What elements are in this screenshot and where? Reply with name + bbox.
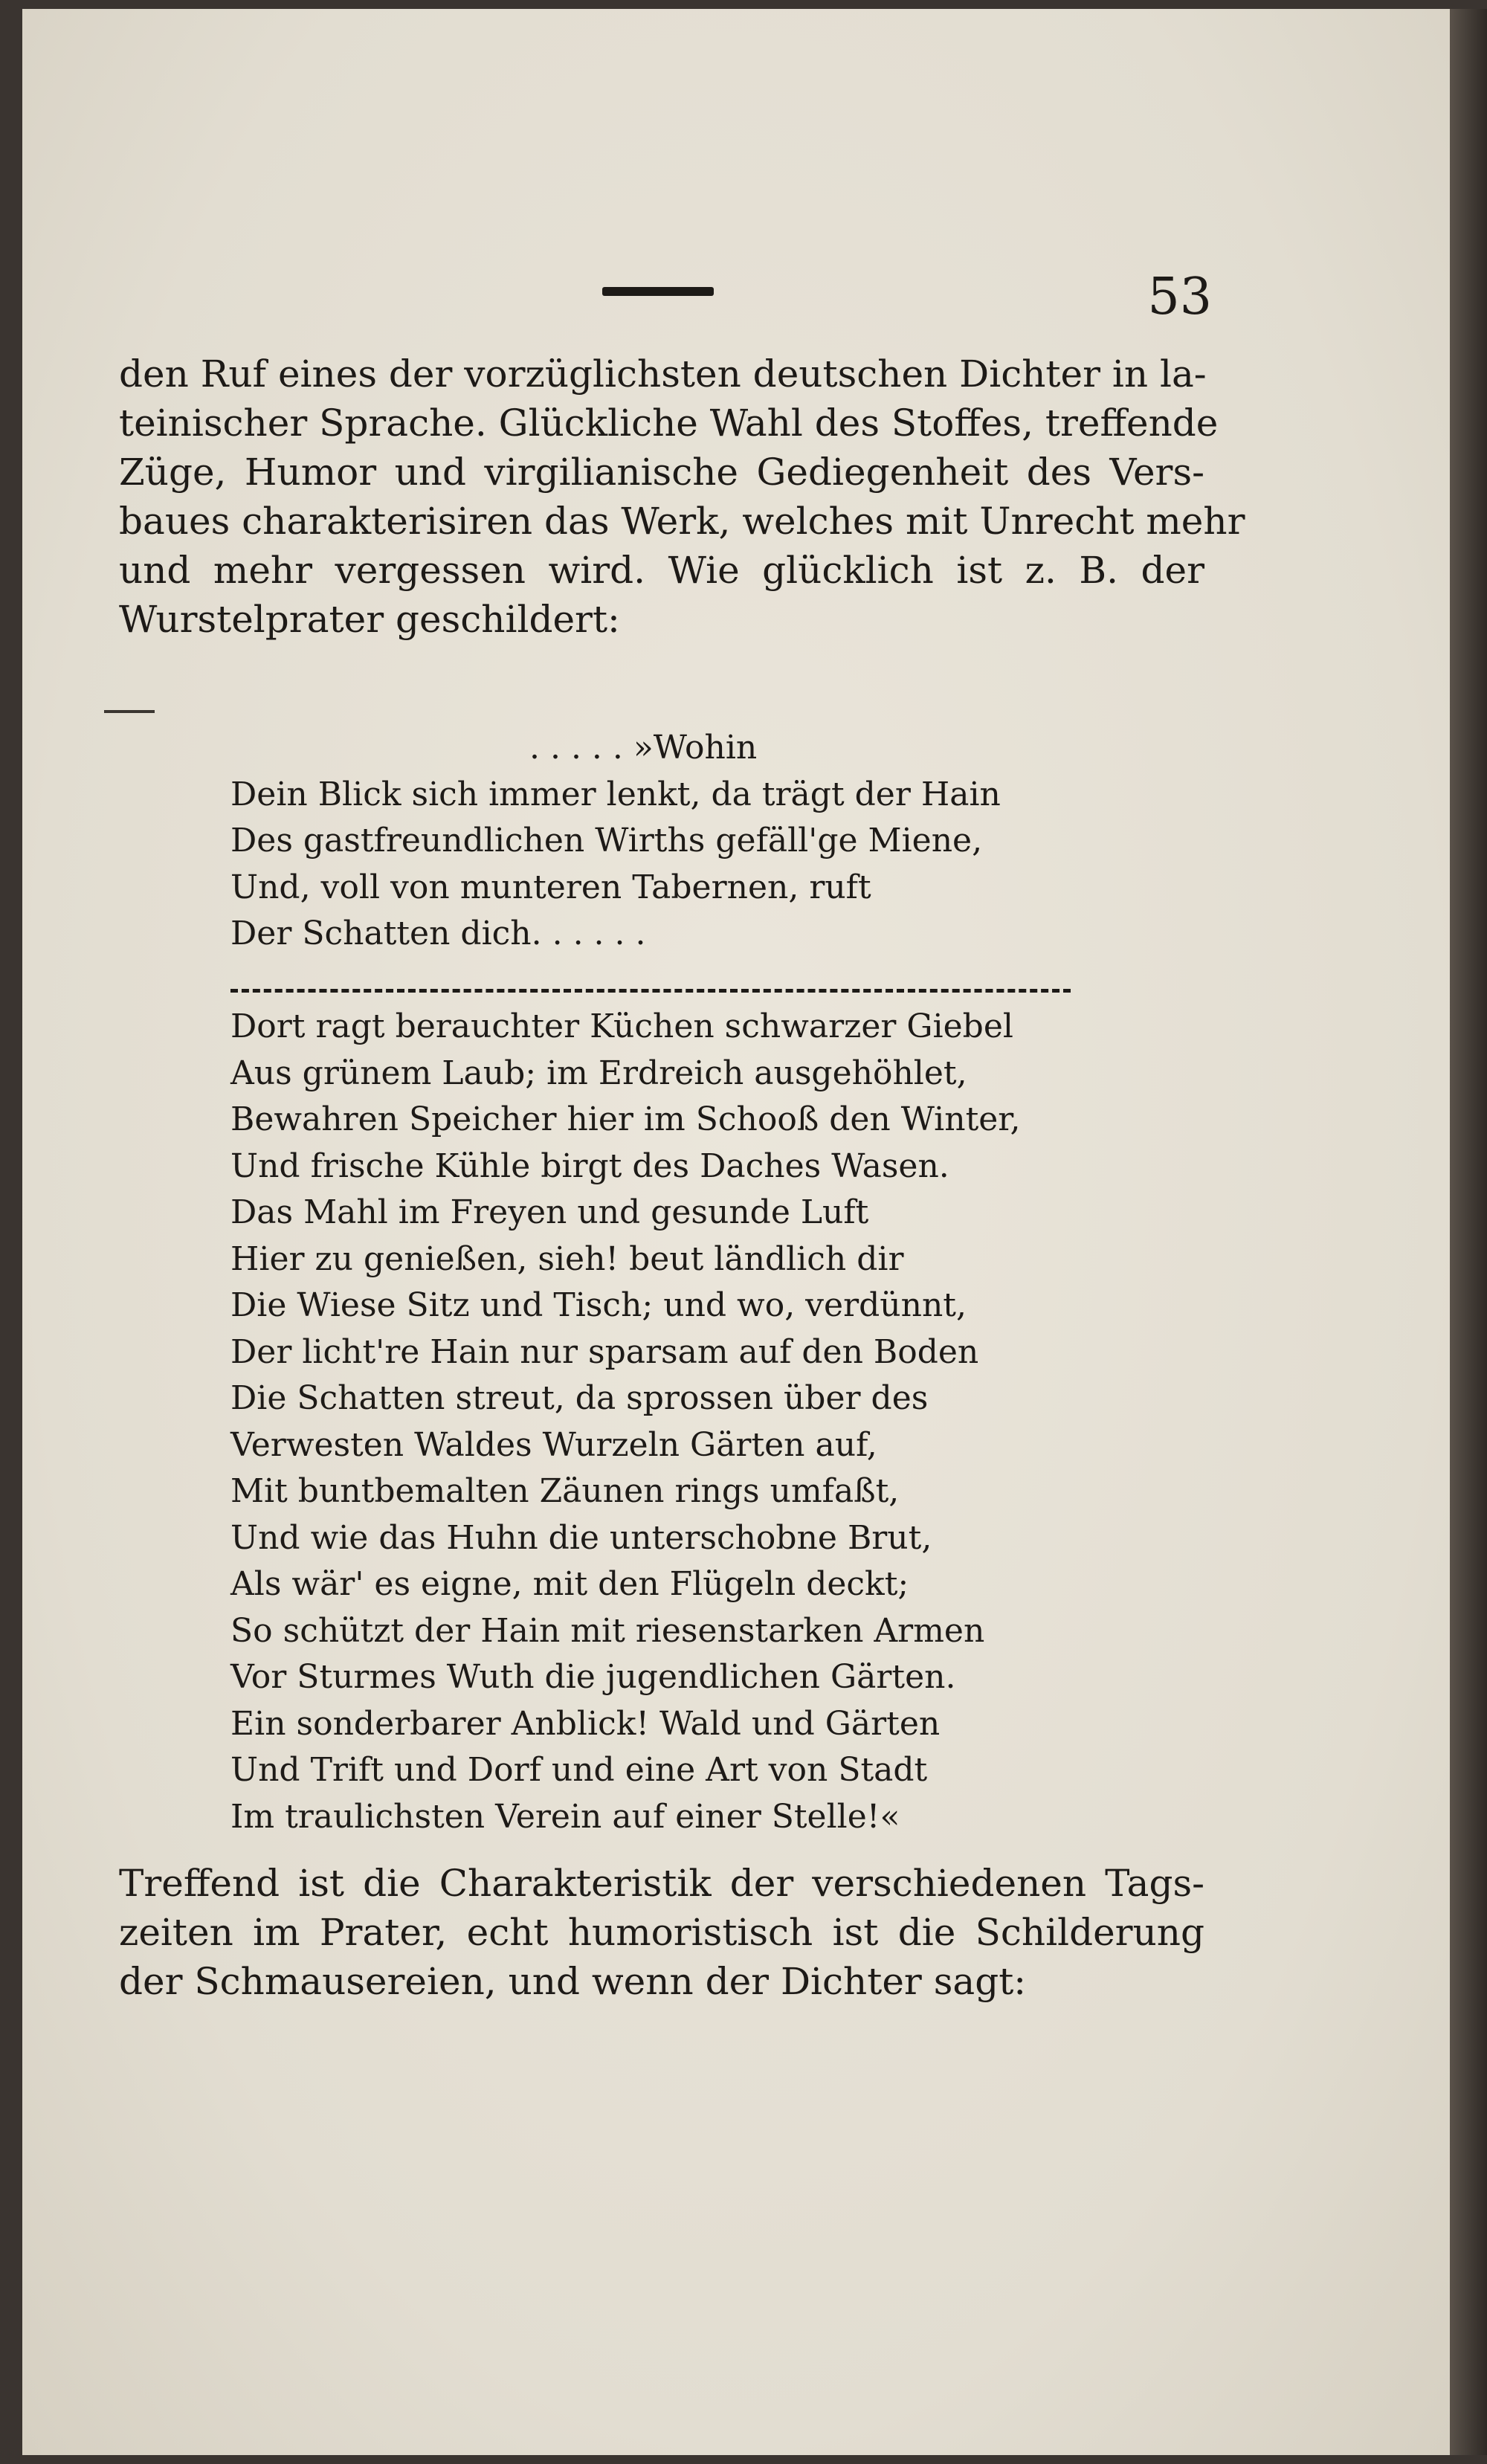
verse-line: Im traulichsten Verein auf einer Stelle!«	[230, 1797, 900, 1836]
text-line: der Schmausereien, und wenn der Dichter sagt:	[119, 1960, 1027, 2003]
verse-line: Das Mahl im Freyen und gesunde Luft	[230, 1193, 869, 1231]
verse-line: Dort ragt berauchter Küchen schwarzer Giebel	[230, 1007, 1013, 1045]
text-line: den Ruf eines der vorzüglichsten deutschen Dichter in la-	[119, 352, 1207, 396]
text-line: und mehr vergessen wird. Wie glücklich ist z. B. der	[119, 549, 1204, 592]
verse-quotation	[230, 725, 1093, 1840]
top-paragraph	[119, 349, 1245, 644]
text-line: zeiten im Prater, echt humoristisch ist die Schilderung	[119, 1911, 1204, 1954]
verse-line: Die Wiese Sitz und Tisch; und wo, verdünnt,	[230, 1286, 967, 1324]
margin-mark	[104, 710, 155, 713]
verse-line: Bewahren Speicher hier im Schooß den Winter,	[230, 1100, 1021, 1138]
verse-line: Mit buntbemalten Zäunen rings umfaßt,	[230, 1472, 900, 1510]
book-edge	[1450, 9, 1487, 2455]
verse-line: Und wie das Huhn die unterschobne Brut,	[230, 1518, 932, 1557]
text-line: Züge, Humor und virgilianische Gediegenheit des Vers-	[119, 451, 1204, 494]
verse-line: Und, voll von munteren Tabernen, ruft	[230, 868, 871, 906]
page-number: 53	[1147, 268, 1212, 326]
verse-line: Die Schatten streut, da sprossen über des	[230, 1379, 929, 1417]
ellipsis-dash-line	[230, 958, 1093, 1004]
text-line: teinischer Sprache. Glückliche Wahl des Stoffes, treffende	[119, 401, 1219, 445]
verse-line: Aus grünem Laub; im Erdreich ausgehöhlet,	[230, 1054, 967, 1092]
verse-line: Verwesten Waldes Wurzeln Gärten auf,	[230, 1425, 877, 1464]
text-line: Treffend ist die Charakteristik der verschiedenen Tags-	[119, 1862, 1204, 1905]
header-rule	[602, 287, 714, 296]
bottom-paragraph	[119, 1859, 1204, 2006]
verse-line: Vor Sturmes Wuth die jugendlichen Gärten.	[230, 1658, 956, 1696]
verse-line: Der Schatten dich. . . . . .	[230, 915, 646, 952]
verse-line: Als wär' es eigne, mit den Flügeln deckt;	[230, 1565, 909, 1603]
verse-line: So schützt der Hain mit riesenstarken Armen	[230, 1611, 985, 1650]
verse-line: Der licht're Hain nur sparsam auf den Boden	[230, 1332, 979, 1371]
verse-intro-line: . . . . . »Wohin	[529, 729, 758, 767]
verse-line: Ein sonderbarer Anblick! Wald und Gärten	[230, 1704, 941, 1743]
verse-line: Und Trift und Dorf und eine Art von Stadt	[230, 1751, 928, 1789]
verse-line: Dein Blick sich immer lenkt, da trägt der Hain	[230, 775, 1001, 813]
verse-line: Des gastfreundlichen Wirths gefäll'ge Miene,	[230, 822, 983, 860]
text-line: baues charakterisiren das Werk, welches mit Unrecht mehr	[119, 500, 1245, 543]
text-line: Wurstelprater geschildert:	[119, 598, 620, 641]
verse-line: Hier zu genießen, sieh! beut ländlich dir	[230, 1239, 904, 1278]
verse-line: Und frische Kühle birgt des Daches Wasen.	[230, 1146, 949, 1185]
